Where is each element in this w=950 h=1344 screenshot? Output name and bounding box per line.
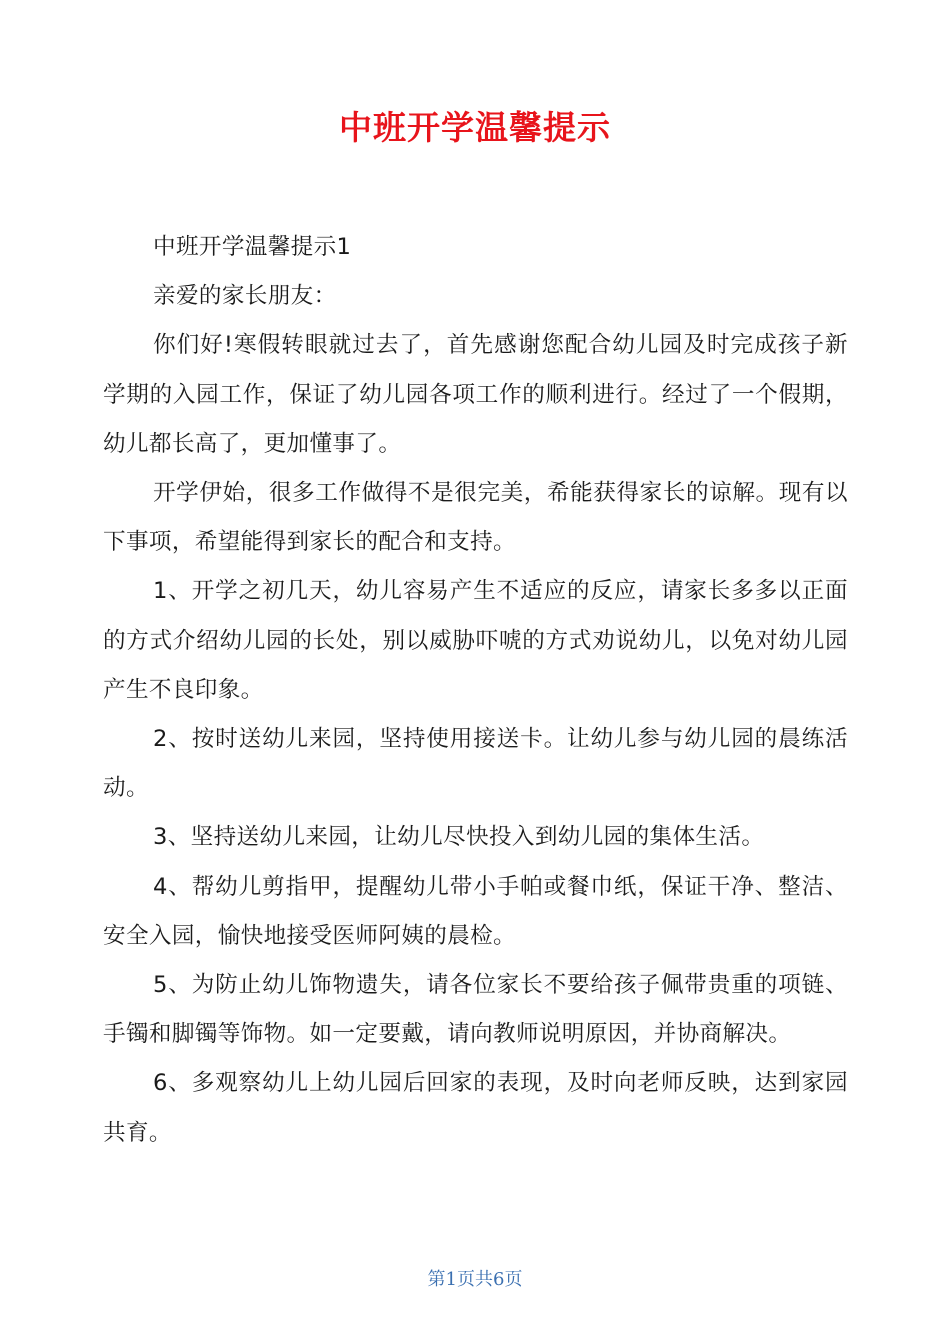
paragraph-item-1: 1、开学之初几天，幼儿容易产生不适应的反应，请家长多多以正面的方式介绍幼儿园的长处，别以威胁吓唬的方式劝说幼儿，以免对幼儿园产生不良印象。 [103,578,848,703]
page-number: 第1页共6页 [427,1269,523,1290]
paragraph-item-3: 3、坚持送幼儿来园，让幼儿尽快投入到幼儿园的集体生活。 [153,824,765,851]
paragraph-heading: 中班开学温馨提示1 [153,234,352,260]
paragraph-salutation: 亲爱的家长朋友： [153,283,337,310]
paragraph-item-2: 2、按时送幼儿来园，坚持使用接送卡。让幼儿参与幼儿园的晨练活动。 [103,726,848,802]
paragraph-item-6: 6、多观察幼儿上幼儿园后回家的表现，及时向老师反映，达到家园共育。 [103,1070,848,1146]
document-title: 中班开学温馨提示 [339,108,611,147]
paragraph-greeting: 你们好!寒假转眼就过去了，首先感谢您配合幼儿园及时完成孩子新学期的入园工作，保证了幼儿园各项工作的顺利进行。经过了一个假期，幼儿都长高了，更加懂事了。 [103,332,848,457]
paragraph-item-5: 5、为防止幼儿饰物遗失，请各位家长不要给孩子佩带贵重的项链、手镯和脚镯等饰物。如一定要戴，请向教师说明原因，并协商解决。 [103,972,848,1048]
document-body [103,223,848,1158]
paragraph-intro: 开学伊始，很多工作做得不是很完美，希能获得家长的谅解。现有以下事项，希望能得到家长的配合和支持。 [103,480,848,556]
paragraph-item-4: 4、帮幼儿剪指甲，提醒幼儿带小手帕或餐巾纸，保证干净、整洁、安全入园，愉快地接受医师阿姨的晨检。 [103,873,848,949]
